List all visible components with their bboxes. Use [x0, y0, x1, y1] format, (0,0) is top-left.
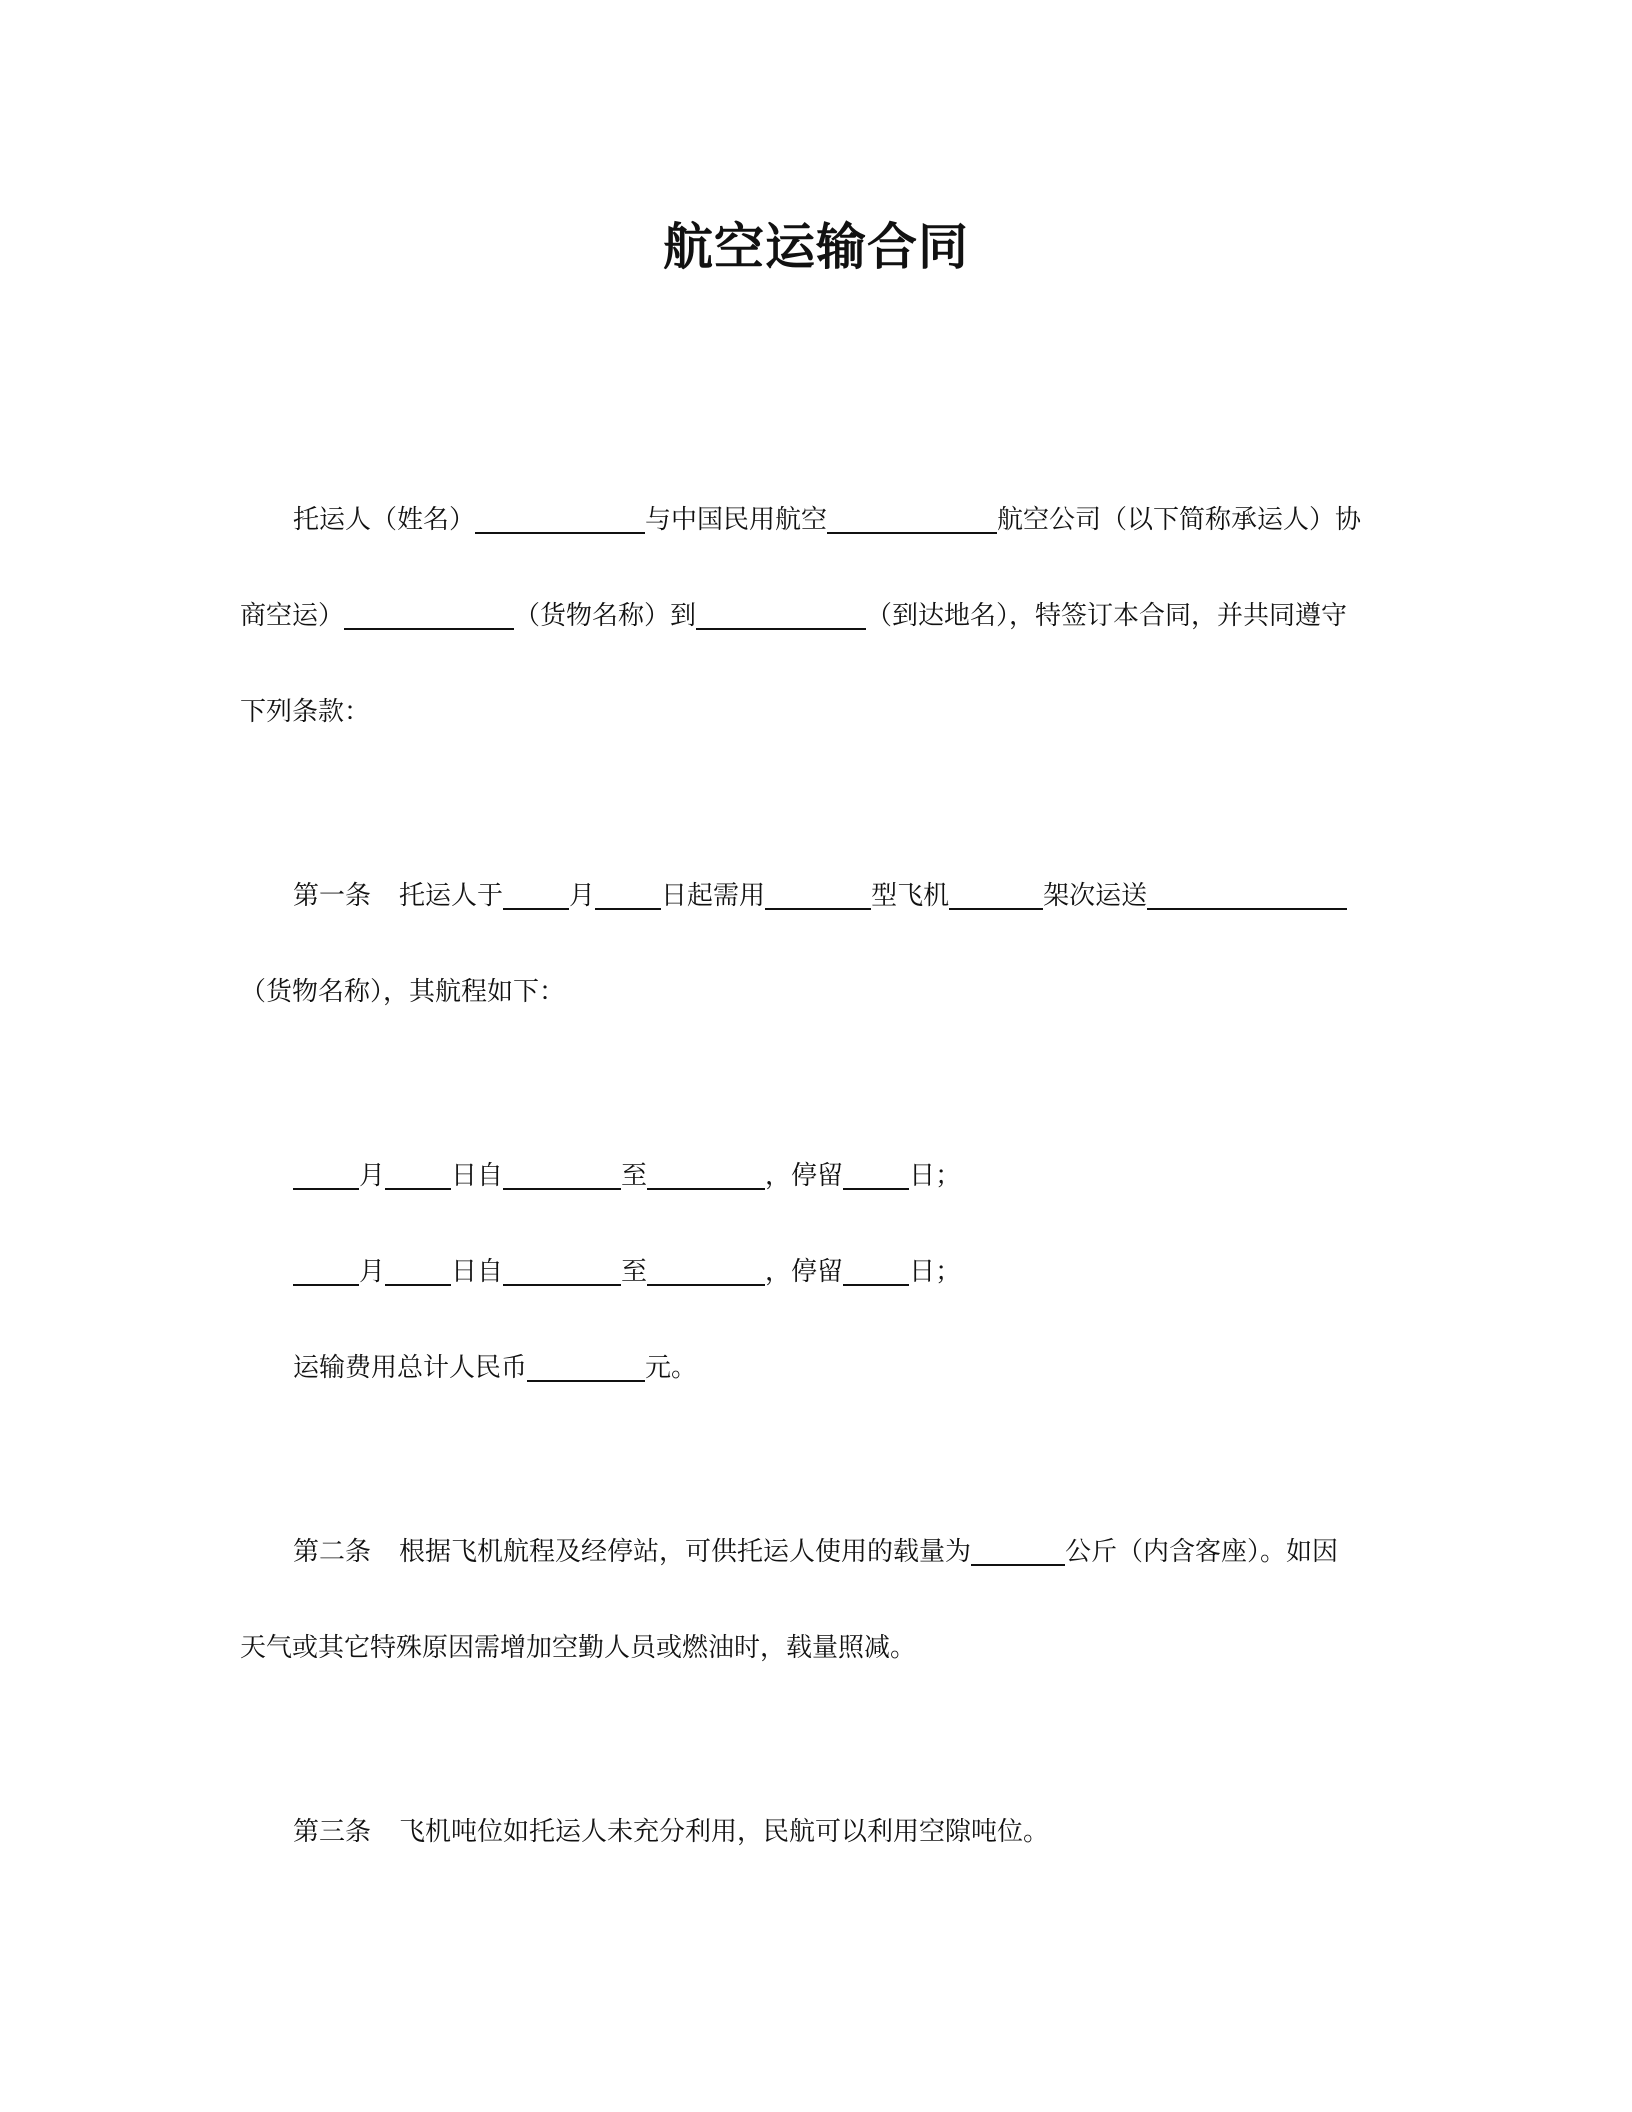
text: 型飞机 — [871, 881, 950, 911]
text: 月 — [359, 1161, 386, 1191]
route-month-blank — [293, 1254, 359, 1286]
sorties-blank — [949, 878, 1043, 910]
route-to-blank — [647, 1254, 765, 1286]
preamble-line-3: 下列条款： — [240, 697, 371, 727]
text: （到达地名），特签订本合同，并共同遵守 — [866, 601, 1348, 631]
article-1-line-1 — [240, 876, 1443, 916]
payload-blank — [971, 1534, 1065, 1566]
destination-blank — [696, 598, 866, 630]
text: 日起需用 — [661, 881, 766, 911]
text: （货物名称）到 — [514, 601, 697, 631]
route-from-blank — [503, 1158, 621, 1190]
article-label: 第二条 — [293, 1537, 372, 1567]
month-blank — [503, 878, 569, 910]
text: 托运人于 — [399, 881, 504, 911]
preamble-line-1 — [240, 500, 1443, 540]
text: 架次运送 — [1043, 881, 1148, 911]
text: 日自 — [451, 1161, 504, 1191]
goods-name-blank — [344, 598, 514, 630]
text: ，停留 — [765, 1161, 844, 1191]
route-day-blank — [385, 1254, 451, 1286]
route-month-blank — [293, 1158, 359, 1190]
text: ，停留 — [765, 1257, 844, 1287]
article-1-line-2: （货物名称），其航程如下： — [240, 977, 566, 1007]
text: 日； — [909, 1257, 962, 1287]
article-2-line-2: 天气或其它特殊原因需增加空勤人员或燃油时，载量照减。 — [240, 1633, 917, 1663]
article-label: 第三条 — [293, 1817, 372, 1847]
text: 航空公司（以下简称承运人）协 — [997, 505, 1362, 535]
article-label: 第一条 — [293, 881, 372, 911]
text: 飞机吨位如托运人未充分利用，民航可以利用空隙吨位。 — [399, 1817, 1050, 1847]
route-line-2 — [240, 1252, 1443, 1292]
text: 运输费用总计人民币 — [293, 1353, 528, 1383]
text: 月 — [359, 1257, 386, 1287]
document-title: 航空运输合同 — [663, 218, 969, 276]
article-3-line-1 — [240, 1812, 1443, 1852]
stay-days-blank — [843, 1158, 909, 1190]
cost-line — [240, 1348, 1443, 1388]
day-blank — [595, 878, 661, 910]
article-2-line-1 — [240, 1532, 1443, 1572]
text: 元。 — [645, 1353, 698, 1383]
shipper-name-blank — [475, 502, 645, 534]
text: 托运人（姓名） — [293, 505, 476, 535]
text: 至 — [621, 1161, 648, 1191]
text: 与中国民用航空 — [645, 505, 828, 535]
text: 日； — [909, 1161, 962, 1191]
route-line-1 — [240, 1156, 1443, 1196]
route-to-blank — [647, 1158, 765, 1190]
cost-blank — [527, 1350, 645, 1382]
goods-blank — [1147, 878, 1347, 910]
airline-blank — [827, 502, 997, 534]
route-from-blank — [503, 1254, 621, 1286]
route-day-blank — [385, 1158, 451, 1190]
text: 公斤（内含客座）。如因 — [1065, 1537, 1339, 1567]
text: 商空运） — [240, 601, 345, 631]
text: 至 — [621, 1257, 648, 1287]
text: 日自 — [451, 1257, 504, 1287]
aircraft-type-blank — [765, 878, 871, 910]
text: 月 — [569, 881, 596, 911]
text: 根据飞机航程及经停站，可供托运人使用的载量为 — [399, 1537, 972, 1567]
stay-days-blank — [843, 1254, 909, 1286]
preamble-line-2 — [240, 596, 1390, 636]
